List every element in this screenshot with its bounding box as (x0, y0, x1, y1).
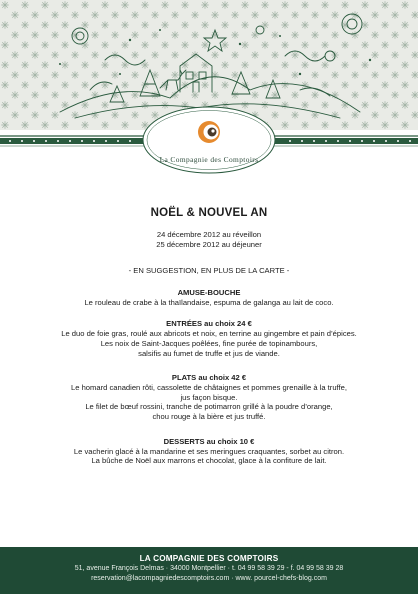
footer-address: 51, avenue François Delmas · 34000 Montpellier · t. 04 99 58 39 29 - f. 04 99 58 39 28 (74, 565, 344, 572)
section-heading: AMUSE-BOUCHE (177, 287, 241, 297)
suggestion-note: - EN SUGGESTION, EN PLUS DE LA CARTE - (128, 266, 290, 276)
logo-emblem (198, 121, 220, 143)
menu-title: NOËL & NOUVEL AN (150, 207, 268, 219)
dish-line: salsifis au fumet de truffe et jus de viande. (138, 348, 280, 358)
dish-line: La bûche de Noël aux marrons et chocolat, glace à la confiture de lait. (91, 456, 327, 466)
dish-line: Le vacherin glacé à la mandarine et ses meringues craquantes, sorbet au citron. (73, 446, 345, 456)
dish-line: chou rouge à la bière et jus truffé. (152, 411, 266, 421)
section-heading: ENTRÉES au choix 24 € (166, 319, 252, 329)
logo-wordmark: La Compagnie des Comptoirs (159, 155, 259, 164)
section-desserts (0, 437, 418, 466)
logo (0, 100, 418, 180)
dish-line: Le filet de bœuf rossini, tranche de potimarron grillé à la poudre d’orange, (85, 402, 333, 412)
menu-dates (0, 230, 418, 249)
section-entrees (0, 319, 418, 358)
section-amuse-bouche (0, 288, 418, 308)
section-heading: DESSERTS au choix 10 € (163, 436, 255, 446)
dish-line: Les noix de Saint-Jacques poêlées, fine purée de topinambours, (100, 338, 318, 348)
date-line: 25 décembre 2012 au déjeuner (156, 239, 262, 249)
section-plats (0, 373, 418, 421)
dish-line: Le duo de foie gras, roulé aux abricots et noix, en terrine au gingembre et pain d’épices. (61, 329, 357, 339)
dish-line: Le homard canadien rôti, cassolette de châtaignes et pommes grenaille à la truffe, (71, 383, 347, 393)
section-heading: PLATS au choix 42 € (171, 373, 247, 383)
date-line: 24 décembre 2012 au réveillon (156, 230, 262, 239)
footer-contact-links[interactable]: reservation@lacompagniedescomptoirs.com · www. pourcel-chefs-blog.com (91, 575, 327, 582)
footer (0, 547, 418, 594)
menu-content (0, 206, 418, 466)
dish-line: jus façon bisque. (180, 392, 238, 402)
dish-line: Le rouleau de crabe à la thaïlandaise, espuma de galanga au lait de coco. (84, 297, 334, 307)
footer-company-name: LA COMPAGNIE DES COMPTOIRS (139, 554, 279, 563)
